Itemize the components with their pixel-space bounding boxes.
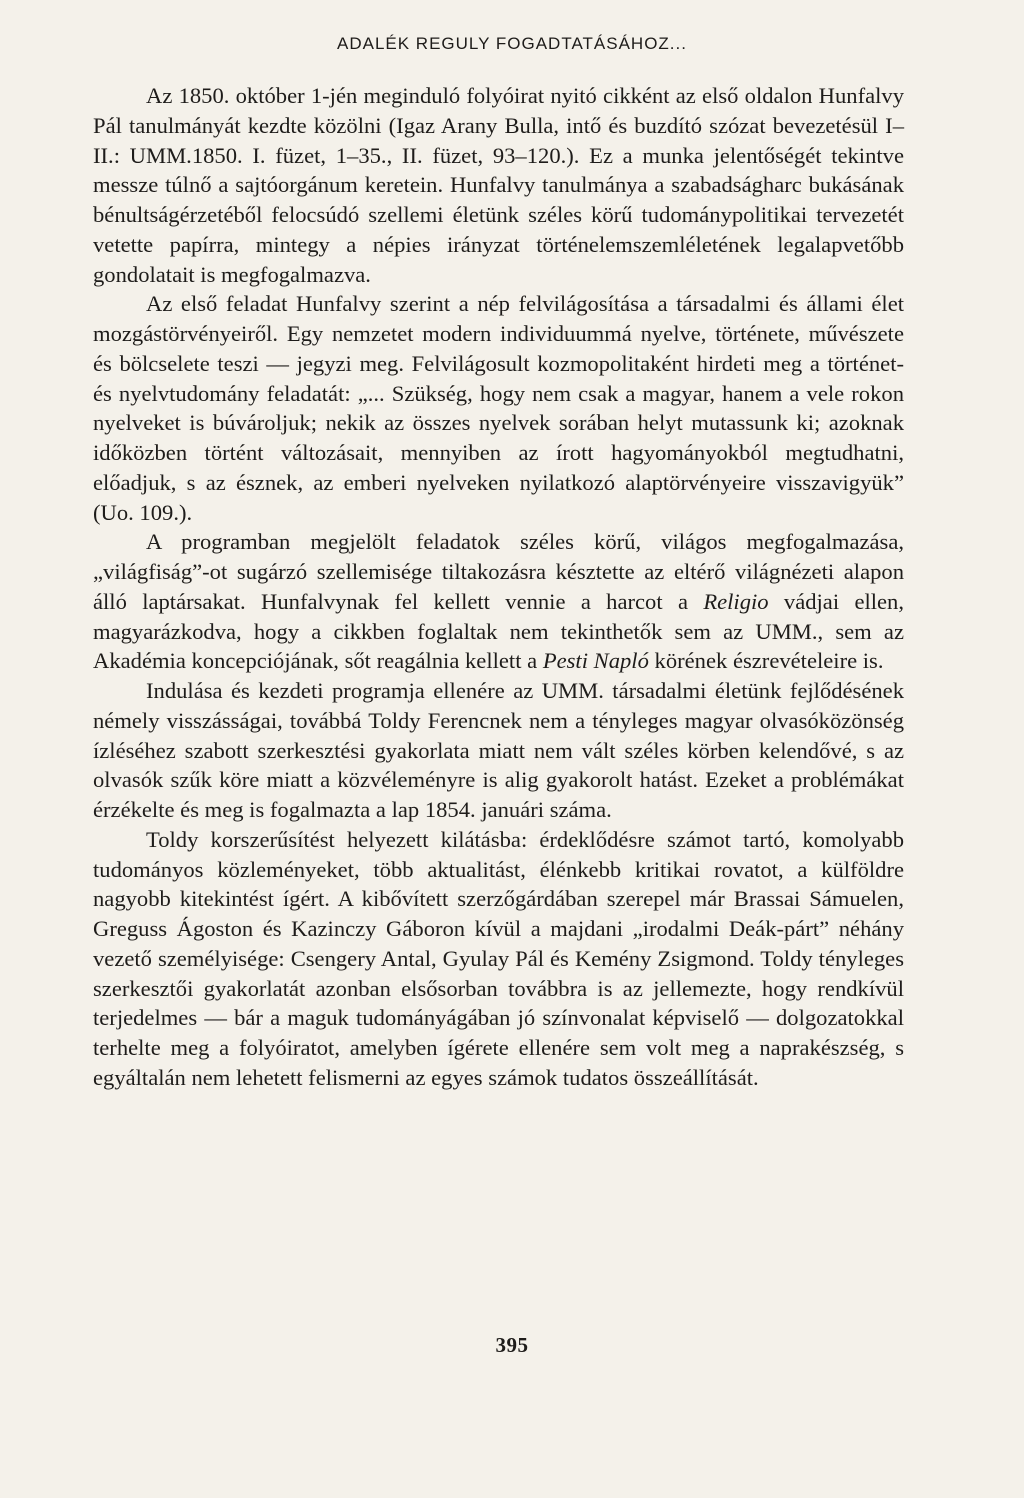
paragraph-5: Toldy korszerűsítést helyezett kilátásba: érdeklődésre számot tartó, komolyabb tudományos közleményeket, több aktualitást, élénkebb kritikai rovatot, a külföldre nagyobb kitekintést ígért. A kibővített szerzőgárdában szerepel már Brassai Sámuelen, Greguss Ágoston és Kazinczy Gáboron kívül a majdani „irodalmi Deák-párt” néhány vezető személyisége: Csengery Antal, Gyulay Pál és Kemény Zsigmond. Toldy tényleges szerkesztői gyakorlatát azonban elsősorban továbbra is az jellemezte, hogy rendkívül terjedelmes — bár a maguk tudományágában jó színvonalat képviselő — dolgozatokkal terhelte meg a folyóiratot, amelyben ígérete ellenére sem volt meg a naprakészség, s egyáltalán nem lehetett felismerni az egyes számok tudatos összeállítását. — [93, 826, 904, 1090]
running-title: ADALÉK REGULY FOGADTATÁSÁHOZ... — [337, 34, 687, 53]
paragraph-3-text-before: A programban megjelölt feladatok széles körű, világos megfogalmazása, „világfiság”-ot sugárzó szellemisége tiltakozásra késztette az eltérő világnézeti alapon álló laptársakat. Hunfalvynak fel kellett vennie a harcot a — [93, 529, 904, 614]
religio-title: Religio — [703, 588, 769, 614]
body-text — [93, 81, 904, 1093]
paragraph-2: Az első feladat Hunfalvy szerint a nép felvilágosítása a társadalmi és állami élet mozgástörvényeiről. Egy nemzetet modern individuummá nyelve, története, művészete és bölcselete teszi — jegyzi meg. Felvilágosult kozmopolitaként hirdeti meg a történet- és nyelvtudomány feladatát: „... Szükség, hogy nem csak a magyar, hanem a vele rokon nyelveket is búvároljuk; nekik az összes nyelvek sorában helyt mutassunk ki; azoknak időközben történt változásait, mennyiben az írott hagyományokból megtudhatni, előadjuk, s az észnek, az emberi nyelveken nyilatkozó alaptörvényeire visszavigyük” (Uo. 109.). — [93, 291, 904, 525]
paragraph-3 — [93, 527, 904, 676]
page-number: 395 — [495, 1333, 529, 1357]
paragraph-4: Indulása és kezdeti programja ellenére az UMM. társadalmi életünk fejlődésének némely visszásságai, továbbá Toldy Ferencnek nem a tényleges magyar olvasóközönség ízléséhez szabott szerkesztési gyakorlata miatt nem vált széles körben kelendővé, s az olvasók szűk köre miatt a közvéleményre is alig gyakorolt hatást. Ezeket a problémákat érzékelte és meg is fogalmazta a lap 1854. januári száma. — [93, 678, 904, 822]
paragraph-1: Az 1850. október 1-jén meginduló folyóirat nyitó cikként az első oldalon Hunfalvy Pál tanulmányát kezdte közölni (Igaz Arany Bulla, intő és buzdító szózat bevezetésül I–II.: UMM.1850. I. füzet, 1–35., II. füzet, 93–120.). Ez a munka jelentőségét tekintve messze túlnő a sajtóorgánum keretein. Hunfalvy tanulmánya a szabadságharc bukásának bénultságérzetéből felocsúdó szellemi életünk széles körű tudománypolitikai tervezetét vetette papírra, mintegy a népies irányzat történelemszemléletének legalapvetőbb gondolatait is megfogalmazva. — [93, 83, 904, 287]
pesti-naplo-title: Pesti Napló — [542, 648, 649, 674]
paragraph-3-text-middle: vádjai ellen, magyarázkodva, hogy a cikkben foglaltak nem tekinthetők sem az UMM., sem az Akadémia koncepciójának, sőt reagálnia kellett a — [93, 588, 904, 674]
paragraph-3-text-after: körének észrevételeire is. — [648, 648, 884, 674]
